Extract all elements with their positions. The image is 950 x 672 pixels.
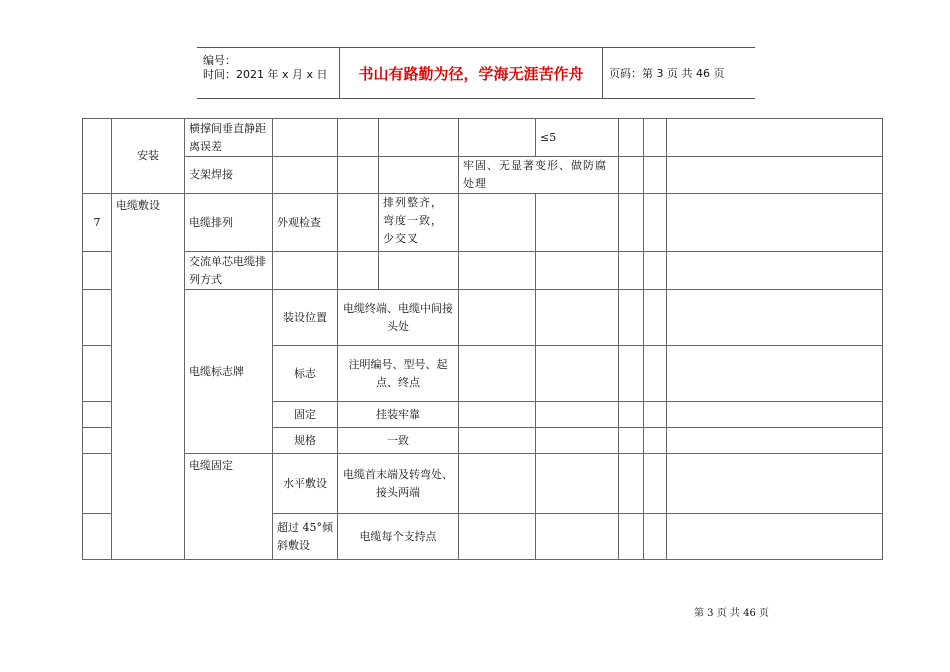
- value-cell: ≤5: [536, 119, 619, 157]
- table-row: [83, 119, 883, 157]
- standard-cell: 牢固、无显著变形、做防腐处理: [459, 157, 619, 194]
- requirement-cell: 一致: [338, 428, 459, 454]
- section-label: 电缆敷设: [112, 194, 185, 560]
- row-number: 7: [83, 194, 112, 252]
- requirement-cell: 电缆每个支持点: [338, 514, 459, 560]
- sub-item-label: 装设位置: [273, 290, 338, 346]
- motto: 书山有路勤为径，学海无涯苦作舟: [339, 48, 603, 98]
- item-label: 电缆固定: [185, 454, 273, 560]
- page-header: [197, 47, 755, 99]
- sub-item-label: 固定: [273, 402, 338, 428]
- sub-item-label: 标志: [273, 346, 338, 402]
- sub-item-label: 水平敷设: [273, 454, 338, 514]
- table-row: [83, 194, 883, 252]
- item-label: 电缆排列: [185, 194, 273, 252]
- item-label: 电缆标志牌: [185, 290, 273, 454]
- number-label: 编号：: [203, 54, 236, 67]
- requirement-cell: 电缆首末端及转弯处、接头两端: [338, 454, 459, 514]
- table-row: [83, 290, 883, 346]
- item-label: 支架焊接: [185, 157, 273, 194]
- header-meta: [197, 48, 339, 98]
- method-cell: 外观检查: [273, 194, 338, 252]
- requirement-cell: 挂装牢靠: [338, 402, 459, 428]
- inspection-table: [82, 118, 883, 560]
- requirement-cell: 电缆终端、电缆中间接头处: [338, 290, 459, 346]
- table-row: [83, 252, 883, 290]
- item-label: 交流单芯电缆排列方式: [185, 252, 273, 290]
- item-label: 横撑间垂直静距离误差: [185, 119, 273, 157]
- sub-item-label: 规格: [273, 428, 338, 454]
- table-row: [83, 157, 883, 194]
- page-footer: 第 3 页 共 46 页: [694, 608, 769, 619]
- standard-cell: 排列整齐，弯度一致，少交叉: [379, 194, 459, 252]
- table-row: [83, 454, 883, 514]
- time-label: 时间：2021 年 x 月 x 日: [203, 68, 328, 81]
- sub-item-label: 超过 45°倾斜敷设: [273, 514, 338, 560]
- requirement-cell: 注明编号、型号、起点、终点: [338, 346, 459, 402]
- page-label: 页码：第 3 页 共 46 页: [609, 67, 725, 80]
- section-label: 安装: [112, 119, 185, 194]
